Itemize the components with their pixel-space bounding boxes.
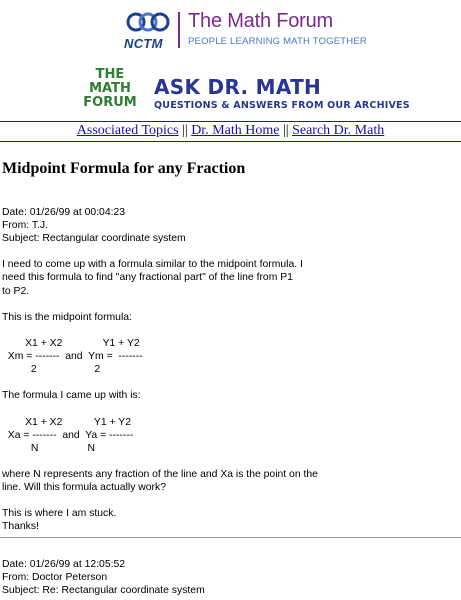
logo-line-1: THE: [95, 67, 125, 82]
answer-message-header: Date: 01/26/99 at 12:05:52 From: Doctor Peterson Subject: Re: Rectangular coordinate system: [2, 559, 205, 597]
logo-line-2: MATH: [89, 81, 131, 96]
nav-link-associated-topics[interactable]: Associated Topics: [76, 123, 179, 138]
nctm-label: NCTM: [124, 36, 163, 51]
ask-dr-math-subtitle: QUESTIONS & ANSWERS FROM OUR ARCHIVES: [154, 100, 410, 111]
nav-top-rule: [0, 121, 461, 122]
nav-bottom-rule: [0, 141, 461, 142]
nav-bar: [0, 123, 461, 139]
math-forum-title[interactable]: The Math Forum: [188, 10, 334, 32]
nav-link-dr-math-home[interactable]: Dr. Math Home: [191, 123, 280, 138]
page-title: Midpoint Formula for any Fraction: [2, 160, 246, 177]
ask-dr-math-title[interactable]: ASK DR. MATH: [154, 75, 322, 99]
message-divider: [0, 537, 461, 538]
nav-separator: ||: [279, 123, 293, 138]
logo-line-3: FORUM: [83, 95, 137, 110]
math-forum-tagline: PEOPLE LEARNING MATH TOGETHER: [188, 36, 367, 47]
math-forum-logo[interactable]: [78, 68, 142, 110]
nav-separator: ||: [178, 123, 192, 138]
banner-divider: [178, 12, 180, 48]
nav-link-search-dr-math[interactable]: Search Dr. Math: [292, 123, 385, 138]
question-message: Date: 01/26/99 at 00:04:23 From: T.J. Subject: Rectangular coordinate system I need to come up with a formula similar to the midpoint formula. I need this formula to find "any fractional part" of the line from P1 to P2. This is the midpoint formula: X1 + X2 Y1 + Y2 Xm = ------- and Ym = ------- 2 2 The formula I came up with is: X1 + X2 Y1 + Y2 Xa = ------- and Ya = ------- N N where N represents any fraction of the line and Xa is the point on the line. Will this formula actually work? This is where I am stuck. Thanks!: [2, 207, 318, 533]
